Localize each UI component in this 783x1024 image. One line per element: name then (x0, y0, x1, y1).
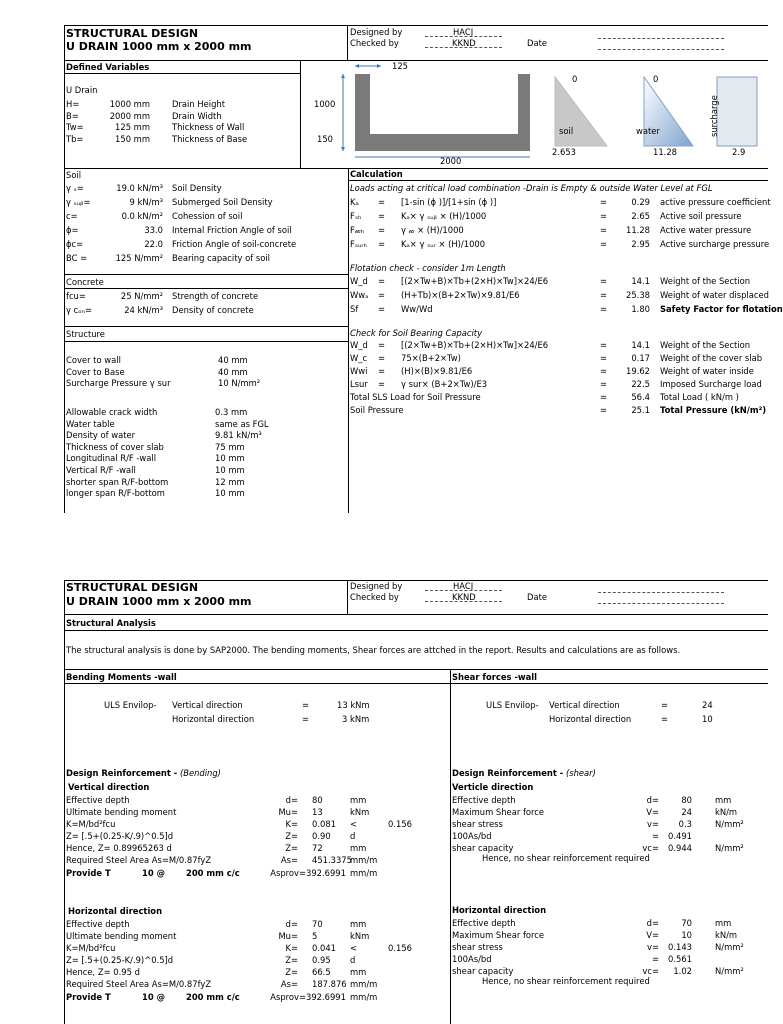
bearing-description: Imposed Surcharge load (660, 379, 762, 389)
bearing-value: 0.17 (631, 353, 650, 363)
structure-label: Allowable crack width (66, 407, 158, 417)
dr-bend-symbol: Z= (285, 955, 298, 965)
water-top-value: 0 (653, 74, 659, 84)
structure-label: Cover to Base (66, 366, 125, 377)
bearing-formula: (H)×(B)×9.81/E6 (401, 366, 473, 376)
bearing-equals: = (600, 366, 608, 376)
soil-value: 125 N/mm² (115, 253, 163, 263)
structure-label: Density of water (66, 430, 136, 441)
dr-shear-label: Maximum Shear force (452, 807, 545, 817)
bearing-symbol: Lsur (350, 379, 368, 389)
defined-value: 2000 mm (109, 110, 150, 121)
dr-bend-horizontal-subheading: Horizontal direction (68, 906, 163, 916)
dr-bend-symbol: Z= (285, 843, 298, 853)
sf-vertical-value: 24 (702, 700, 713, 710)
flotation-title: Flotation check - consider 1m Length (350, 263, 506, 273)
defined-variables-heading: Defined Variables (66, 62, 150, 72)
dr-shear-value: 0.491 (668, 831, 692, 841)
defined-symbol: Tb= (66, 133, 84, 144)
soil-symbol: BC = (66, 253, 88, 263)
dr-bend-symbol: K= (285, 943, 298, 953)
flotation-description: Weight of the Section (660, 276, 751, 286)
checked-by-value-2: KKND (452, 592, 476, 602)
dr-bend-symbol: Mu= (278, 807, 298, 817)
dr-bend-label: Ultimate bending moment (66, 931, 177, 941)
checked-by-value: KKND (452, 38, 476, 48)
bearing-formula: γ sur× (B+2×Tw)/E3 (401, 379, 488, 389)
surcharge-bottom-value: 2.9 (732, 147, 746, 157)
dr-shear-value: 0.3 (678, 819, 692, 829)
dr-shear-symbol: d= (646, 795, 659, 805)
load-value: 0.29 (631, 197, 650, 207)
load-symbol: F𝓌ₕ (350, 225, 365, 235)
load-description: Active soil pressure (660, 211, 742, 221)
flotation-equals: = (600, 276, 608, 286)
soil-description: Soil Density (172, 183, 222, 193)
soil-value: 33.0 (144, 225, 163, 235)
dr-bend-symbol: K= (285, 819, 298, 829)
dr-bend-unit: kNm (350, 931, 370, 941)
structure-label: Surcharge Pressure γ sur (66, 378, 171, 388)
defined-value: 1000 mm (109, 99, 150, 109)
dr-bend-label: K=M/bd²fcu (66, 943, 116, 953)
dr-shear-label: Effective depth (452, 795, 516, 805)
dr-bend-unit: mm/m (350, 979, 378, 989)
flotation-equals: = (600, 290, 608, 300)
structure-value: 12 mm (215, 476, 245, 487)
flotation-symbol: Wwₐ (350, 290, 369, 300)
sf-horizontal-value: 10 (702, 714, 713, 724)
dr-bend-provide-unit: mm/m (350, 992, 378, 1002)
dim-base-thickness: 150 (317, 134, 333, 144)
dr-shear-symbol: v= (647, 819, 659, 829)
bearing-symbol: Total SLS Load for Soil Pressure (350, 392, 481, 402)
structure-value: 9.81 kN/m³ (215, 430, 262, 441)
bearing-symbol: W_c (350, 353, 368, 363)
structure-value: 10 mm (215, 488, 245, 499)
dr-shear-value: 80 (681, 795, 692, 805)
dr-shear-note: Hence, no shear reinforcement required (482, 853, 650, 863)
dr-bend-symbol: Z= (285, 831, 298, 841)
soil-description: Bearing capacity of soil (172, 253, 270, 263)
soil-description: Cohession of soil (172, 211, 243, 221)
bearing-description: Weight of water inside (660, 366, 754, 376)
dr-shear-symbol: v= (647, 942, 659, 952)
defined-value: 125 mm (115, 122, 150, 132)
dim-width: 2000 (440, 156, 462, 166)
bearing-equals: = (378, 379, 386, 389)
calculation-heading: Calculation (350, 169, 403, 179)
designed-by-label-2: Designed by (350, 581, 403, 591)
dr-shear-symbol: d= (646, 918, 659, 928)
dr-shear-value: 0.561 (668, 954, 692, 964)
load-equals: = (378, 239, 386, 249)
flotation-symbol: W_d (350, 276, 368, 286)
flotation-symbol: Sf (350, 304, 359, 314)
dr-shear-value: 24 (681, 807, 692, 817)
structure-label: Vertical R/F -wall (66, 465, 136, 475)
dr-shear-symbol: vc= (642, 843, 659, 853)
design-reinf-shear-title: Design Reinforcement - (452, 768, 564, 778)
bearing-equals: = (378, 353, 386, 363)
flotation-value: 1.80 (631, 304, 650, 314)
dr-bend-value: 66.5 (312, 967, 331, 977)
dr-shear-unit: mm (715, 795, 732, 805)
bearing-value: 25.1 (631, 405, 650, 415)
bm-horizontal-label: Horizontal direction (172, 714, 255, 724)
dr-shear-unit: N/mm² (715, 966, 744, 976)
structure-value: 75 mm (215, 441, 245, 452)
defined-description: Thickness of Wall (172, 122, 245, 132)
page-title-2: STRUCTURAL DESIGN (66, 581, 199, 594)
bm-vertical-value: 13 kNm (337, 700, 370, 710)
dr-shear-label: shear stress (452, 942, 503, 952)
soil-value: 0.0 kN/m² (121, 211, 163, 221)
structure-value: 40 mm (218, 355, 248, 365)
soil-symbol: ϕc= (66, 239, 84, 249)
dr-bend-symbol: As= (280, 855, 298, 865)
concrete-description: Density of concrete (172, 305, 254, 315)
structure-value: 10 mm (215, 465, 245, 475)
dr-shear-unit: kN/m (715, 930, 738, 940)
load-description: Active surcharge pressure (660, 239, 770, 249)
flotation-equals: = (378, 290, 386, 300)
dr-bend-unit: < (350, 943, 358, 953)
dr-bend-symbol: Z= (285, 967, 298, 977)
dr-bend-value: 451.3375 (312, 855, 352, 865)
load-equals: = (378, 225, 386, 235)
dr-bend-label: Z= [.5+(0.25-K/.9)^0.5]d (66, 955, 174, 965)
load-description: Active water pressure (660, 225, 752, 235)
bearing-equals: = (600, 392, 608, 402)
sf-envelope-label: ULS Envilop- (486, 700, 539, 710)
dr-bend-provide-symbol: Asprov= (270, 868, 306, 878)
water-bottom-value: 11.28 (653, 147, 677, 157)
concrete-symbol: γ cₒₙ= (66, 305, 93, 315)
load-value: 2.65 (631, 211, 650, 221)
dr-shear-value: 10 (681, 930, 692, 940)
bearing-description: Total Load ( kN/m ) (660, 392, 739, 402)
flotation-equals: = (600, 304, 608, 314)
bm-horizontal-eq: = (302, 714, 310, 724)
loads-title: Loads acting at critical load combination -Drain is Empty & outside Water Level at FGL (350, 183, 713, 193)
soil-value: 9 kN/m³ (129, 197, 163, 207)
structure-value: 10 N/mm² (218, 378, 261, 388)
bearing-value: 56.4 (631, 392, 650, 402)
structure-value: same as FGL (215, 418, 269, 429)
dr-bend-unit: mm (350, 967, 367, 977)
structure-label: Thickness of cover slab (66, 441, 164, 452)
dr-shear-note: Hence, no shear reinforcement required (482, 976, 650, 986)
dr-shear-label: shear stress (452, 819, 503, 829)
flotation-formula: (H+Tb)×(B+2×Tw)×9.81/E6 (401, 290, 520, 300)
load-equals: = (600, 197, 608, 207)
concrete-value: 24 kN/m³ (124, 305, 163, 315)
dr-bend-provide-bar: 10 @ (142, 868, 165, 878)
defined-description: Drain Height (172, 99, 226, 109)
dr-bend-value: 0.081 (312, 819, 336, 829)
dr-bend-limit: 0.156 (388, 943, 412, 953)
bearing-equals: = (600, 379, 608, 389)
dr-bend-unit: mm (350, 795, 367, 805)
dr-shear-label: shear capacity (452, 966, 514, 976)
load-formula: Kₐ× γ ₛᵤᵦ × (H)/1000 (401, 211, 487, 221)
load-equals: = (600, 239, 608, 249)
flotation-description: Weight of water displaced (660, 290, 769, 300)
flotation-formula: Ww/Wd (401, 304, 433, 314)
design-reinf-shear-heading (452, 769, 596, 777)
soil-description: Internal Friction Angle of soil (172, 225, 292, 235)
dr-shear-unit: N/mm² (715, 819, 744, 829)
defined-symbol: H= (66, 99, 80, 109)
design-reinf-bending-title: Design Reinforcement - (66, 768, 178, 778)
bm-vertical-label: Vertical direction (172, 700, 243, 710)
bearing-description: Weight of the cover slab (660, 353, 763, 363)
dr-shear-symbol: vc= (642, 966, 659, 976)
dr-shear-unit: mm (715, 918, 732, 928)
bearing-title: Check for Soil Bearing Capacity (350, 328, 483, 338)
load-formula: Kₐ× γ ₛᵤᵣ × (H)/1000 (401, 239, 486, 249)
soil-description: Friction Angle of soil-concrete (172, 239, 297, 249)
bearing-description: Weight of the Section (660, 340, 751, 350)
dr-shear-horizontal-subheading: Horizontal direction (452, 905, 547, 915)
bm-envelope-label: ULS Envilop- (104, 700, 157, 710)
soil-symbol: c= (66, 211, 78, 221)
dr-bend-provide-value: 392.6991 (306, 868, 346, 878)
design-reinf-bending-heading (66, 769, 221, 777)
shear-forces-heading: Shear forces -wall (452, 672, 538, 682)
design-reinf-bending-type: (Bending) (179, 768, 221, 778)
bearing-formula: 75×(B+2×Tw) (401, 353, 461, 363)
load-formula: [1-sin (ϕ )]/[1+sin (ϕ )] (401, 197, 497, 207)
load-equals: = (600, 225, 608, 235)
dr-bend-label: Effective depth (66, 919, 130, 929)
page-title: STRUCTURAL DESIGN (66, 27, 199, 40)
defined-description: Thickness of Base (172, 133, 248, 144)
structure-value: 10 mm (215, 453, 245, 464)
structure-value: 40 mm (218, 366, 248, 377)
bm-vertical-eq: = (302, 700, 310, 710)
bearing-symbol: W_d (350, 340, 368, 350)
structure-label: shorter span R/F-bottom (66, 476, 169, 487)
soil-symbol: γ ₛᵤᵦ= (66, 197, 91, 207)
dr-bend-symbol: d= (285, 919, 298, 929)
dr-shear-label: 100As/bd (452, 831, 492, 841)
bearing-equals: = (378, 340, 386, 350)
defined-description: Drain Width (172, 110, 222, 121)
dr-bend-label: Hence, Z= 0.95 d (66, 967, 140, 977)
structure-label: longer span R/F-bottom (66, 488, 165, 499)
dr-shear-unit: kN/m (715, 807, 738, 817)
load-formula: γ 𝓌 × (H)/1000 (401, 225, 464, 235)
dr-bend-provide-bar: 10 @ (142, 992, 165, 1002)
flotation-value: 25.38 (626, 290, 650, 300)
bearing-symbol: Soil Pressure (350, 405, 404, 415)
load-equals: = (378, 197, 386, 207)
dr-bend-label: K=M/bd²fcu (66, 819, 116, 829)
concrete-heading: Concrete (66, 277, 104, 287)
structure-value: 0.3 mm (215, 407, 248, 417)
soil-description: Submerged Soil Density (172, 197, 273, 207)
flotation-equals: = (378, 276, 386, 286)
dr-bend-unit: mm (350, 843, 367, 853)
dr-bend-provide-unit: mm/m (350, 868, 378, 878)
dr-shear-unit: N/mm² (715, 843, 744, 853)
soil-value: 19.0 kN/m³ (116, 183, 163, 193)
dr-bend-provide-spacing: 200 mm c/c (186, 992, 240, 1002)
bearing-formula: [(2×Tw+B)×Tb+(2×H)×Tw]×24/E6 (401, 340, 549, 350)
dr-bend-provide-spacing: 200 mm c/c (186, 868, 240, 878)
dr-bend-value: 0.95 (312, 955, 331, 965)
load-equals: = (600, 211, 608, 221)
bearing-value: 14.1 (631, 340, 650, 350)
designed-by-value: HACJ (453, 27, 474, 37)
dr-bend-symbol: As= (280, 979, 298, 989)
dr-bend-value: 70 (312, 919, 323, 929)
bearing-equals: = (600, 405, 608, 415)
defined-symbol: B= (66, 110, 79, 121)
dr-bend-value: 187.876 (312, 979, 347, 989)
dr-bend-label: Hence, Z= 0.89965263 d (66, 843, 172, 853)
dr-bend-symbol: Mu= (278, 931, 298, 941)
dr-bend-unit: kNm (350, 807, 370, 817)
dr-bend-unit: mm/m (350, 855, 378, 865)
dr-bend-unit: mm (350, 919, 367, 929)
defined-value: 150 mm (115, 133, 150, 144)
concrete-value: 25 N/mm² (120, 291, 163, 301)
concrete-symbol: fcu= (66, 291, 86, 301)
dim-height: 1000 (314, 99, 336, 109)
dr-bend-unit: < (350, 819, 358, 829)
dr-shear-value: 0.944 (668, 843, 692, 853)
bearing-symbol: Wwi (350, 366, 368, 376)
bearing-equals: = (600, 340, 608, 350)
load-description: active pressure coefficient (660, 197, 771, 207)
analysis-text: The structural analysis is done by SAP2000. The bending moments, Shear forces are attched in the report. Results and calculations are as follows. (66, 645, 681, 655)
dr-bend-provide-symbol: Asprov= (270, 992, 306, 1002)
dr-bend-label: Effective depth (66, 795, 130, 805)
date-label: Date (527, 38, 548, 48)
dr-bend-label: Required Steel Area As=M/0.87fyZ (66, 855, 212, 865)
dr-shear-symbol: = (651, 954, 659, 964)
dr-shear-label: shear capacity (452, 843, 514, 853)
soil-value: 22.0 (144, 239, 163, 249)
dr-shear-label: Effective depth (452, 918, 516, 928)
load-value: 2.95 (631, 239, 650, 249)
dr-shear-label: Maximum Shear force (452, 930, 545, 940)
checked-by-label-2: Checked by (350, 592, 399, 602)
load-symbol: Fₛₕ (350, 211, 362, 221)
dr-bend-value: 5 (312, 931, 318, 941)
sf-horizontal-label: Horizontal direction (549, 714, 632, 724)
bearing-equals: = (378, 366, 386, 376)
dr-bend-provide-value: 392.6991 (306, 992, 346, 1002)
dr-shear-symbol: V= (646, 807, 659, 817)
sf-vertical-eq: = (661, 700, 669, 710)
dr-bend-provide-label: Provide T (66, 992, 111, 1002)
dr-bend-vertical-subheading: Vertical direction (68, 782, 150, 792)
soil-symbol: ϕ= (66, 225, 79, 235)
designed-by-label: Designed by (350, 27, 403, 37)
dr-bend-unit: d (350, 831, 356, 841)
load-symbol: Fₛᵤᵣₕ (350, 239, 367, 249)
dr-bend-value: 72 (312, 843, 323, 853)
load-equals: = (378, 211, 386, 221)
flotation-description: Safety Factor for flotation (660, 304, 783, 314)
flotation-value: 14.1 (631, 276, 650, 286)
load-symbol: Kₐ (350, 197, 359, 207)
dr-bend-value: 0.041 (312, 943, 336, 953)
dr-shear-value: 70 (681, 918, 692, 928)
structure-label: Longitudinal R/F -wall (66, 453, 157, 464)
dr-shear-unit: N/mm² (715, 942, 744, 952)
dr-bend-value: 80 (312, 795, 323, 805)
page-subtitle-2: U DRAIN 1000 mm x 2000 mm (66, 595, 252, 608)
page-subtitle: U DRAIN 1000 mm x 2000 mm (66, 40, 252, 53)
sf-vertical-label: Vertical direction (549, 700, 620, 710)
dr-bend-value: 13 (312, 807, 323, 817)
surcharge-label: surcharge (709, 95, 719, 137)
designed-by-value-2: HACJ (453, 581, 474, 591)
dr-shear-value: 0.143 (668, 942, 692, 952)
dr-shear-symbol: V= (646, 930, 659, 940)
dr-shear-symbol: = (651, 831, 659, 841)
soil-label: soil (559, 126, 574, 136)
design-reinf-shear-type: (shear) (565, 768, 596, 778)
sf-horizontal-eq: = (661, 714, 669, 724)
concrete-description: Strength of concrete (172, 291, 259, 301)
flotation-formula: [(2×Tw+B)×Tb+(2×H)×Tw]×24/E6 (401, 276, 549, 286)
water-label: water (636, 126, 660, 136)
soil-bottom-value: 2.653 (552, 147, 576, 157)
u-drain-label: U Drain (66, 85, 98, 95)
bending-moments-heading: Bending Moments -wall (66, 672, 177, 682)
load-value: 11.28 (626, 225, 650, 235)
soil-heading: Soil (66, 170, 82, 180)
checked-by-label: Checked by (350, 38, 399, 48)
bearing-equals: = (600, 353, 608, 363)
bearing-value: 22.5 (631, 379, 650, 389)
dr-bend-provide-label: Provide T (66, 868, 111, 878)
structural-analysis-heading: Structural Analysis (66, 618, 156, 628)
dr-bend-label: Z= [.5+(0.25-K/.9)^0.5]d (66, 831, 174, 841)
soil-top-value: 0 (572, 74, 578, 84)
bm-horizontal-value: 3 kNm (342, 714, 370, 724)
dr-bend-symbol: d= (285, 795, 298, 805)
defined-symbol: Tw= (66, 122, 84, 132)
bearing-description: Total Pressure (kN/m²) (660, 405, 767, 415)
dim-wall-thickness: 125 (392, 61, 408, 71)
bearing-value: 19.62 (626, 366, 650, 376)
dr-bend-label: Required Steel Area As=M/0.87fyZ (66, 979, 212, 989)
structure-label: Cover to wall (66, 355, 121, 365)
dr-shear-vertical-subheading: Verticle direction (452, 782, 534, 792)
date-label-2: Date (527, 592, 548, 602)
dr-bend-value: 0.90 (312, 831, 331, 841)
dr-shear-label: 100As/bd (452, 954, 492, 964)
dr-bend-label: Ultimate bending moment (66, 807, 177, 817)
dr-bend-limit: 0.156 (388, 819, 412, 829)
structure-label: Water table (66, 418, 115, 429)
dr-shear-value: 1.02 (673, 966, 692, 976)
structure-heading: Structure (66, 329, 105, 339)
soil-symbol: γ ₛ= (66, 183, 84, 193)
dr-bend-unit: d (350, 955, 356, 965)
flotation-equals: = (378, 304, 386, 314)
